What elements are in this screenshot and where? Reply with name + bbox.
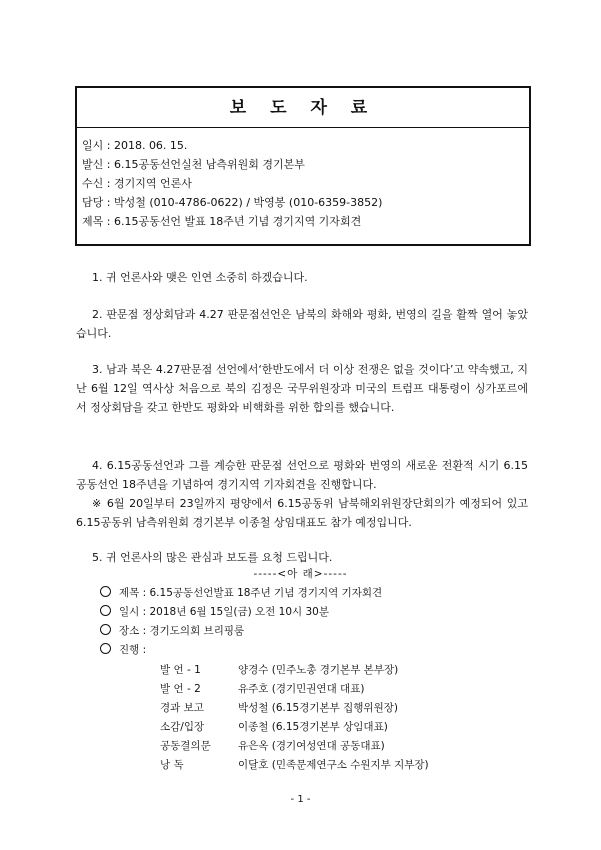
contact-line: 담당 : 박성철 (010-4786-0622) / 박영봉 (010-6359-3852) [82, 196, 383, 209]
body-paragraph-3: 3. 남과 북은 4.27판문점 선언에서‘한반도에서 더 이상 전쟁은 없을 것이다’고 약속했고, 지난 6월 12일 역사상 처음으로 북의 김정은 국무위원장과 미국의 트럼프 대통령이 싱가포르에서 정상회담을 갖고 한반도 평화와 비핵화를 위한 합의를 했습니다. [76, 363, 528, 414]
schedule-list [100, 584, 382, 660]
speaker-row: 소감/입장 이종철 (6.15경기본부 상임대표) [160, 721, 388, 733]
subject-line: 제목 : 6.15공동선언 발표 18주년 기념 경기지역 기자회견 [82, 215, 362, 228]
speaker-row: 경과 보고 박성철 (6.15경기본부 집행위원장) [160, 702, 398, 714]
note-paragraph: ※ 6월 20일부터 23일까지 평양에서 6.15공동위 남북해외위원장단회의가 예정되어 있고 6.15공동위 남측위원회 경기본부 이종철 상임대표도 참가 예정입니다. [76, 497, 528, 529]
date-line: 일시 : 2018. 06. 15. [82, 139, 188, 152]
body-paragraph-1: 1. 귀 언론사와 맺은 인연 소중히 하겠습니다. [92, 271, 308, 284]
schedule-item: 일시 : 2018년 6월 15일(금) 오전 10시 30분 [100, 603, 382, 622]
circle-bullet-icon [100, 605, 111, 616]
circle-bullet-icon [100, 624, 111, 635]
sender-line: 발신 : 6.15공동선언실천 남측위원회 경기본부 [82, 158, 305, 171]
speaker-row: 낭 독 이달호 (민족문제연구소 수원지부 지부장) [160, 759, 429, 771]
speaker-row: 발 언 - 1 양경수 (민주노총 경기본부 본부장) [160, 664, 399, 676]
schedule-item: 장소 : 경기도의회 브리핑룸 [100, 622, 382, 641]
speaker-row: 발 언 - 2 유주호 (경기민권연대 대표) [160, 683, 365, 695]
body-paragraph-5: 5. 귀 언론사의 많은 관심과 보도를 요청 드립니다. [92, 551, 333, 564]
receiver-line: 수신 : 경기지역 언론사 [82, 177, 192, 190]
speaker-row: 공동결의문 유은옥 (경기여성연대 공동대표) [160, 740, 385, 752]
document-title: 보 도 자 료 [77, 88, 529, 128]
header-info [82, 136, 382, 231]
details-heading: -----<아 래>----- [253, 568, 348, 580]
body-paragraph-4: 4. 6.15공동선언과 그를 계승한 판문점 선언으로 평화와 번영의 새로운 전환적 시기 6.15공동선언 18주년을 기념하여 경기지역 기자회견을 진행합니다. [76, 459, 528, 491]
body-paragraph-2: 2. 판문점 정상회담과 4.27 판문점선언은 남북의 화해와 평화, 번영의 길을 활짝 열어 놓았습니다. [76, 308, 528, 340]
circle-bullet-icon [100, 586, 111, 597]
circle-bullet-icon [100, 643, 111, 654]
schedule-item: 진행 : [100, 641, 382, 660]
schedule-item: 제목 : 6.15공동선언발표 18주년 기념 경기지역 기자회견 [100, 584, 382, 603]
page-number: - 1 - [290, 794, 311, 805]
